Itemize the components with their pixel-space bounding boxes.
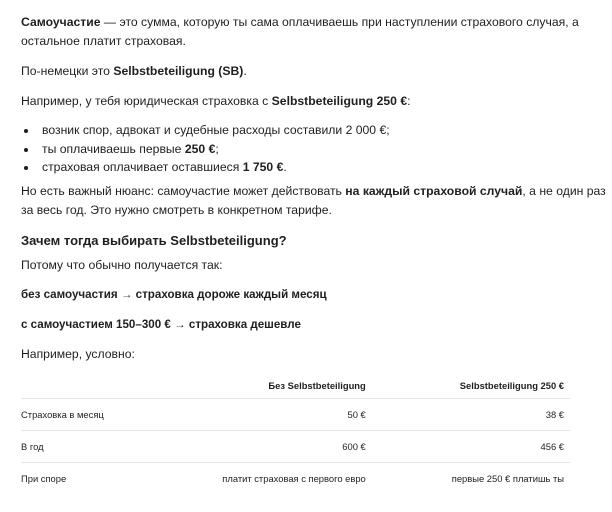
table-header-row bbox=[21, 373, 570, 399]
conditional-paragraph: Например, условно: bbox=[21, 347, 135, 361]
without-deductible-line: без самоучастия → страховка дороже каждый месяц bbox=[21, 288, 327, 301]
intro-paragraph: Самоучастие — это сумма, которую ты сама оплачиваешь при наступлении страхового случая, а bbox=[21, 15, 579, 29]
table-header-cell bbox=[21, 373, 159, 399]
term-selbstbeteiligung-ru: Самоучастие bbox=[21, 15, 101, 29]
german-term-paragraph: По-немецки это Selbstbeteiligung (SB). bbox=[21, 64, 247, 78]
table-cell: 38 € bbox=[368, 399, 570, 431]
table-header-cell: Selbstbeteiligung 250 € bbox=[459, 380, 564, 391]
table-cell: 456 € bbox=[368, 431, 570, 463]
table-cell: платит страховая с первого евро bbox=[159, 463, 368, 495]
nuance-paragraph-line2: за весь год. Это нужно смотреть в конкретном тарифе. bbox=[21, 203, 332, 217]
bullet-dot bbox=[24, 129, 28, 133]
lead-paragraph: Потому что обычно получается так: bbox=[21, 258, 223, 272]
table-cell: При споре bbox=[21, 463, 159, 495]
list-item: возник спор, адвокат и судебные расходы составили 2 000 €; bbox=[42, 123, 390, 137]
table-row bbox=[21, 431, 570, 463]
table-row bbox=[21, 463, 570, 495]
nuance-paragraph: Но есть важный нюанс: самоучастие может действовать на каждый страховой случай, а не один раз bbox=[21, 184, 606, 198]
table-cell: Страховка в месяц bbox=[21, 399, 159, 431]
intro-paragraph-line2: остальное платит страховая. bbox=[21, 34, 186, 48]
bullet-dot bbox=[24, 148, 28, 152]
list-item: ты оплачиваешь первые 250 €; bbox=[42, 142, 219, 156]
table-cell: 50 € bbox=[159, 399, 368, 431]
with-deductible-line: с самоучастием 150–300 € → страховка дешевле bbox=[21, 318, 301, 331]
table-row bbox=[21, 399, 570, 431]
example-paragraph: Например, у тебя юридическая страховка с Selbstbeteiligung 250 €: bbox=[21, 94, 411, 108]
bullet-dot bbox=[24, 166, 28, 170]
section-heading: Зачем тогда выбирать Selbstbeteiligung? bbox=[21, 233, 287, 248]
table-cell: первые 250 € платишь ты bbox=[368, 463, 570, 495]
table-header-cell: Без Selbstbeteiligung bbox=[268, 380, 366, 391]
comparison-table bbox=[21, 373, 570, 494]
table-cell: 600 € bbox=[159, 431, 368, 463]
table-cell: В год bbox=[21, 431, 159, 463]
list-item: страховая оплачивает оставшиеся 1 750 €. bbox=[42, 160, 287, 174]
